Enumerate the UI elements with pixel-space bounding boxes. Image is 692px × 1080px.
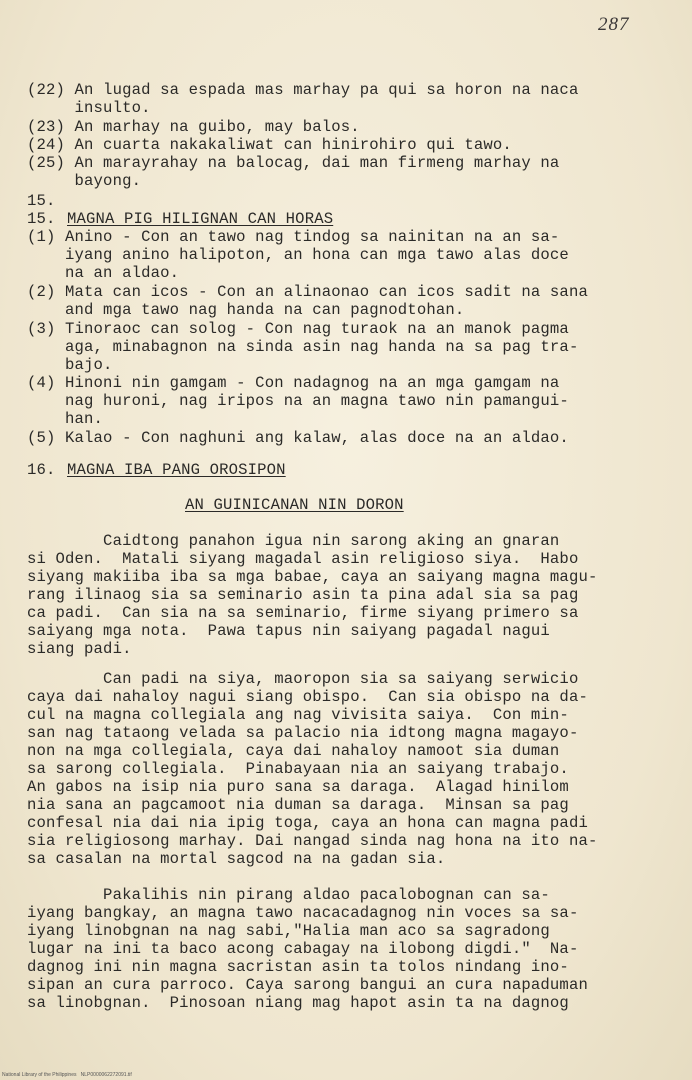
paragraph-1-line: si Oden. Matali siyang magadal asin religioso siya. Habo: [27, 550, 579, 568]
paragraph-2-line: Can padi na siya, maoropon sia sa saiyang serwicio: [27, 670, 579, 688]
paragraph-2-line: caya dai nahaloy nagui siang obispo. Can sia obispo na da-: [27, 688, 588, 706]
paragraph-1-line: ca padi. Can sia na sa seminario, firme siyang primero sa: [27, 604, 579, 622]
paragraph-3-line: iyang linobgnan na nag sabi,"Halia man aco sa sagradong: [27, 922, 550, 940]
paragraph-3-line: iyang bangkay, an magna tawo nacacadagnog nin voces sa sa-: [27, 904, 579, 922]
time-item-5: (5) Kalao - Con naghuni ang kalaw, alas doce na an aldao.: [27, 429, 569, 447]
story-title: AN GUINICANAN NIN DORON: [185, 496, 404, 514]
paragraph-2-line: san nag tataong velada sa palacio nia idtong magna magayo-: [27, 724, 579, 742]
paragraph-2-line: sa casalan na mortal sagcod na na gadan sia.: [27, 850, 446, 868]
paragraph-2-line: sia religiosong marhay. Dai nangad sinda nag hona na ito na-: [27, 832, 598, 850]
time-item-1-line2: iyang anino halipoton, an hona can mga tawo alas doce: [27, 246, 569, 264]
proverb-23: (23) An marhay na guibo, may balos.: [27, 118, 360, 136]
proverb-25-line1: (25) An marayrahay na balocag, dai man firmeng marhay na: [27, 154, 560, 172]
paragraph-3-line: sipan an cura parroco. Caya sarong bangui an cura napaduman: [27, 976, 588, 994]
stray-number: 15.: [27, 192, 56, 210]
paragraph-3-line: Pakalihis nin pirang aldao pacalobognan can sa-: [27, 886, 550, 904]
paragraph-3-line: sa linobgnan. Pinosoan niang mag hapot asin ta na dagnog: [27, 994, 569, 1012]
page-number: 287: [598, 14, 630, 35]
time-item-4-line2: nag huroni, nag iripos na an magna tawo nin pamangui-: [27, 392, 569, 410]
paragraph-2-line: confesal nia dai nia ipig toga, caya an hona can magna padi: [27, 814, 588, 832]
paragraph-2-line: cul na magna collegiala ang nag vivisita saiya. Con min-: [27, 706, 569, 724]
paragraph-2-line: nia sana an pagcamoot nia duman sa daraga. Minsan sa pag: [27, 796, 569, 814]
paragraph-1-line: siyang makiiba iba sa mga babae, caya an saiyang magna magu-: [27, 568, 598, 586]
section-16-title: MAGNA IBA PANG OROSIPON: [67, 461, 286, 479]
paragraph-1-line: rang ilinaog sia sa seminario asin ta pina adal sia sa pag: [27, 586, 579, 604]
time-item-4-line3: han.: [27, 410, 104, 428]
section-16-number: 16.: [27, 461, 56, 479]
paragraph-2-line: sa sarong collegiala. Pinabayaan nia an saiyang trabajo.: [27, 760, 569, 778]
time-item-2-line2: and mga tawo nag handa na can pagnodtohan.: [27, 301, 465, 319]
paragraph-3-line: lugar na ini ta baco acong cabagay na ilobong digdi." Na-: [27, 940, 579, 958]
paragraph-3-line: dagnog ini nin magna sacristan asin ta tolos nindang ino-: [27, 958, 569, 976]
paragraph-2-line: non na mga collegiala, caya dai nahaloy namoot sia duman: [27, 742, 560, 760]
time-item-3-line3: bajo.: [27, 356, 113, 374]
proverb-25-line2: bayong.: [27, 172, 142, 190]
paragraph-2-line: An gabos na isip nia puro sana sa daraga. Alagad hinilom: [27, 778, 569, 796]
time-item-2-line1: (2) Mata can icos - Con an alinaonao can icos sadit na sana: [27, 283, 588, 301]
time-item-1-line1: (1) Anino - Con an tawo nag tindog sa nainitan na an sa-: [27, 228, 560, 246]
archive-footer: National Library of the Philippines NLP0000062272091.tif: [2, 1072, 132, 1078]
paragraph-1-line: siang padi.: [27, 640, 132, 658]
paragraph-1-line: saiyang mga nota. Pawa tapus nin saiyang pagadal nagui: [27, 622, 550, 640]
proverb-22-line1: (22) An lugad sa espada mas marhay pa qui sa horon na naca: [27, 81, 579, 99]
section-15-title: MAGNA PIG HILIGNAN CAN HORAS: [67, 210, 334, 228]
time-item-3-line2: aga, minabagnon na sinda asin nag handa na sa pag tra-: [27, 338, 579, 356]
proverb-22-line2: insulto.: [27, 99, 151, 117]
section-15-number: 15.: [27, 210, 56, 228]
time-item-4-line1: (4) Hinoni nin gamgam - Con nadagnog na an mga gamgam na: [27, 374, 560, 392]
proverb-24: (24) An cuarta nakakaliwat can hinirohiro qui tawo.: [27, 136, 512, 154]
time-item-1-line3: na an aldao.: [27, 264, 180, 282]
time-item-3-line1: (3) Tinoraoc can solog - Con nag turaok na an manok pagma: [27, 320, 569, 338]
paragraph-1-line: Caidtong panahon igua nin sarong aking an gnaran: [27, 532, 560, 550]
